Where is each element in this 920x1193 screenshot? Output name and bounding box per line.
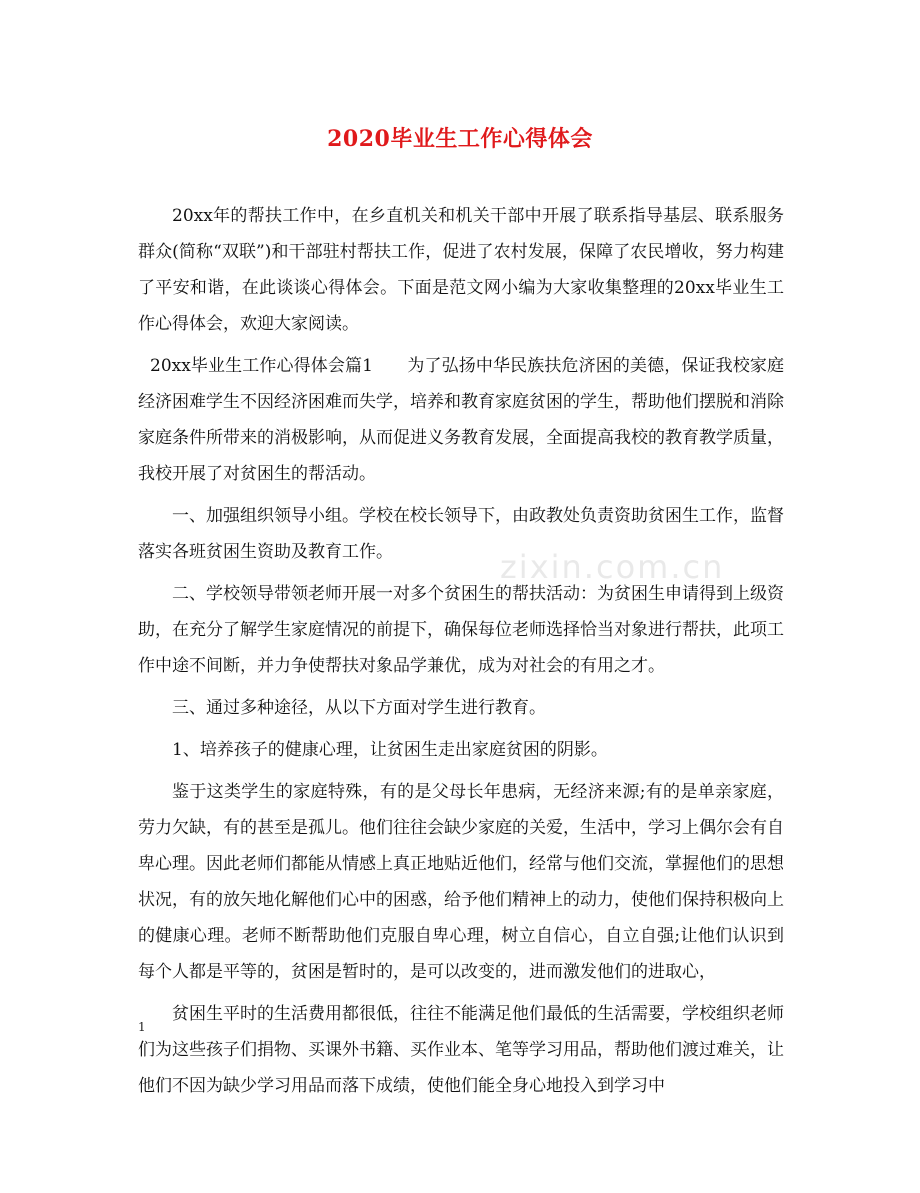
document-body [138, 198, 784, 1110]
page-number: 1 [138, 1020, 146, 1034]
paragraph-section-1: 一、加强组织领导小组。学校在校长领导下，由政教处负责资助贫困生工作，监督落实各班贫困生资助及教育工作。 [138, 506, 784, 562]
watermark-logo: zixin.com.cn [500, 548, 725, 586]
paragraph-subsection-1: 1、培养孩子的健康心理，让贫困生走出家庭贫困的阴影。 [172, 740, 608, 760]
paragraph-section-3: 三、通过多种途径，从以下方面对学生进行教育。 [172, 698, 546, 718]
paragraph-body-1: 鉴于这类学生的家庭特殊，有的是父母长年患病，无经济来源;有的是单亲家庭，劳力欠缺，有的甚至是孤儿。他们往往会缺少家庭的关爱，生活中，学习上偶尔会有自卑心理。因此老师们都能从情感上真正地贴近他们，经常与他们交流，掌握他们的思想状况，有的放矢地化解他们心中的困惑，给予他们精神上的动力，使他们保持积极向上的健康心理。老师不断帮助他们克服自卑心理，树立自信心，自立自强;让他们认识到每个人都是平等的，贫困是暂时的，是可以改变的，进而激发他们的进取心， [138, 782, 784, 982]
paragraph-body-2: 贫困生平时的生活费用都很低，往往不能满足他们最低的生活需要，学校组织老师们为这些孩子们捐物、买课外书籍、买作业本、笔等学习用品，帮助他们渡过难关，让他们不因为缺少学习用品而落下成绩，使他们能全身心地投入到学习中 [138, 1004, 784, 1096]
paragraph-article-1: 20xx毕业生工作心得体会篇1 为了弘扬中华民族扶危济困的美德，保证我校家庭经济困难学生不因经济困难而失学，培养和教育家庭贫困的学生，帮助他们摆脱和消除家庭条件所带来的消极影响，从而促进义务教育发展，全面提高我校的教育教学质量，我校开展了对贫困生的帮活动。 [138, 356, 784, 484]
paragraph-section-2: 二、学校领导带领老师开展一对多个贫困生的帮扶活动：为贫困生申请得到上级资助，在充分了解学生家庭情况的前提下，确保每位老师选择恰当对象进行帮扶，此项工作中途不间断，并力争使帮扶对象品学兼优，成为对社会的有用之才。 [138, 584, 784, 676]
paragraph-intro: 20xx年的帮扶工作中，在乡直机关和机关干部中开展了联系指导基层、联系服务群众(简称“双联”)和干部驻村帮扶工作，促进了农村发展，保障了农民增收，努力构建了平安和谐，在此谈谈心得体会。下面是范文网小编为大家收集整理的20xx毕业生工作心得体会，欢迎大家阅读。 [138, 206, 784, 334]
document-title: 2020毕业生工作心得体会 [327, 126, 593, 152]
